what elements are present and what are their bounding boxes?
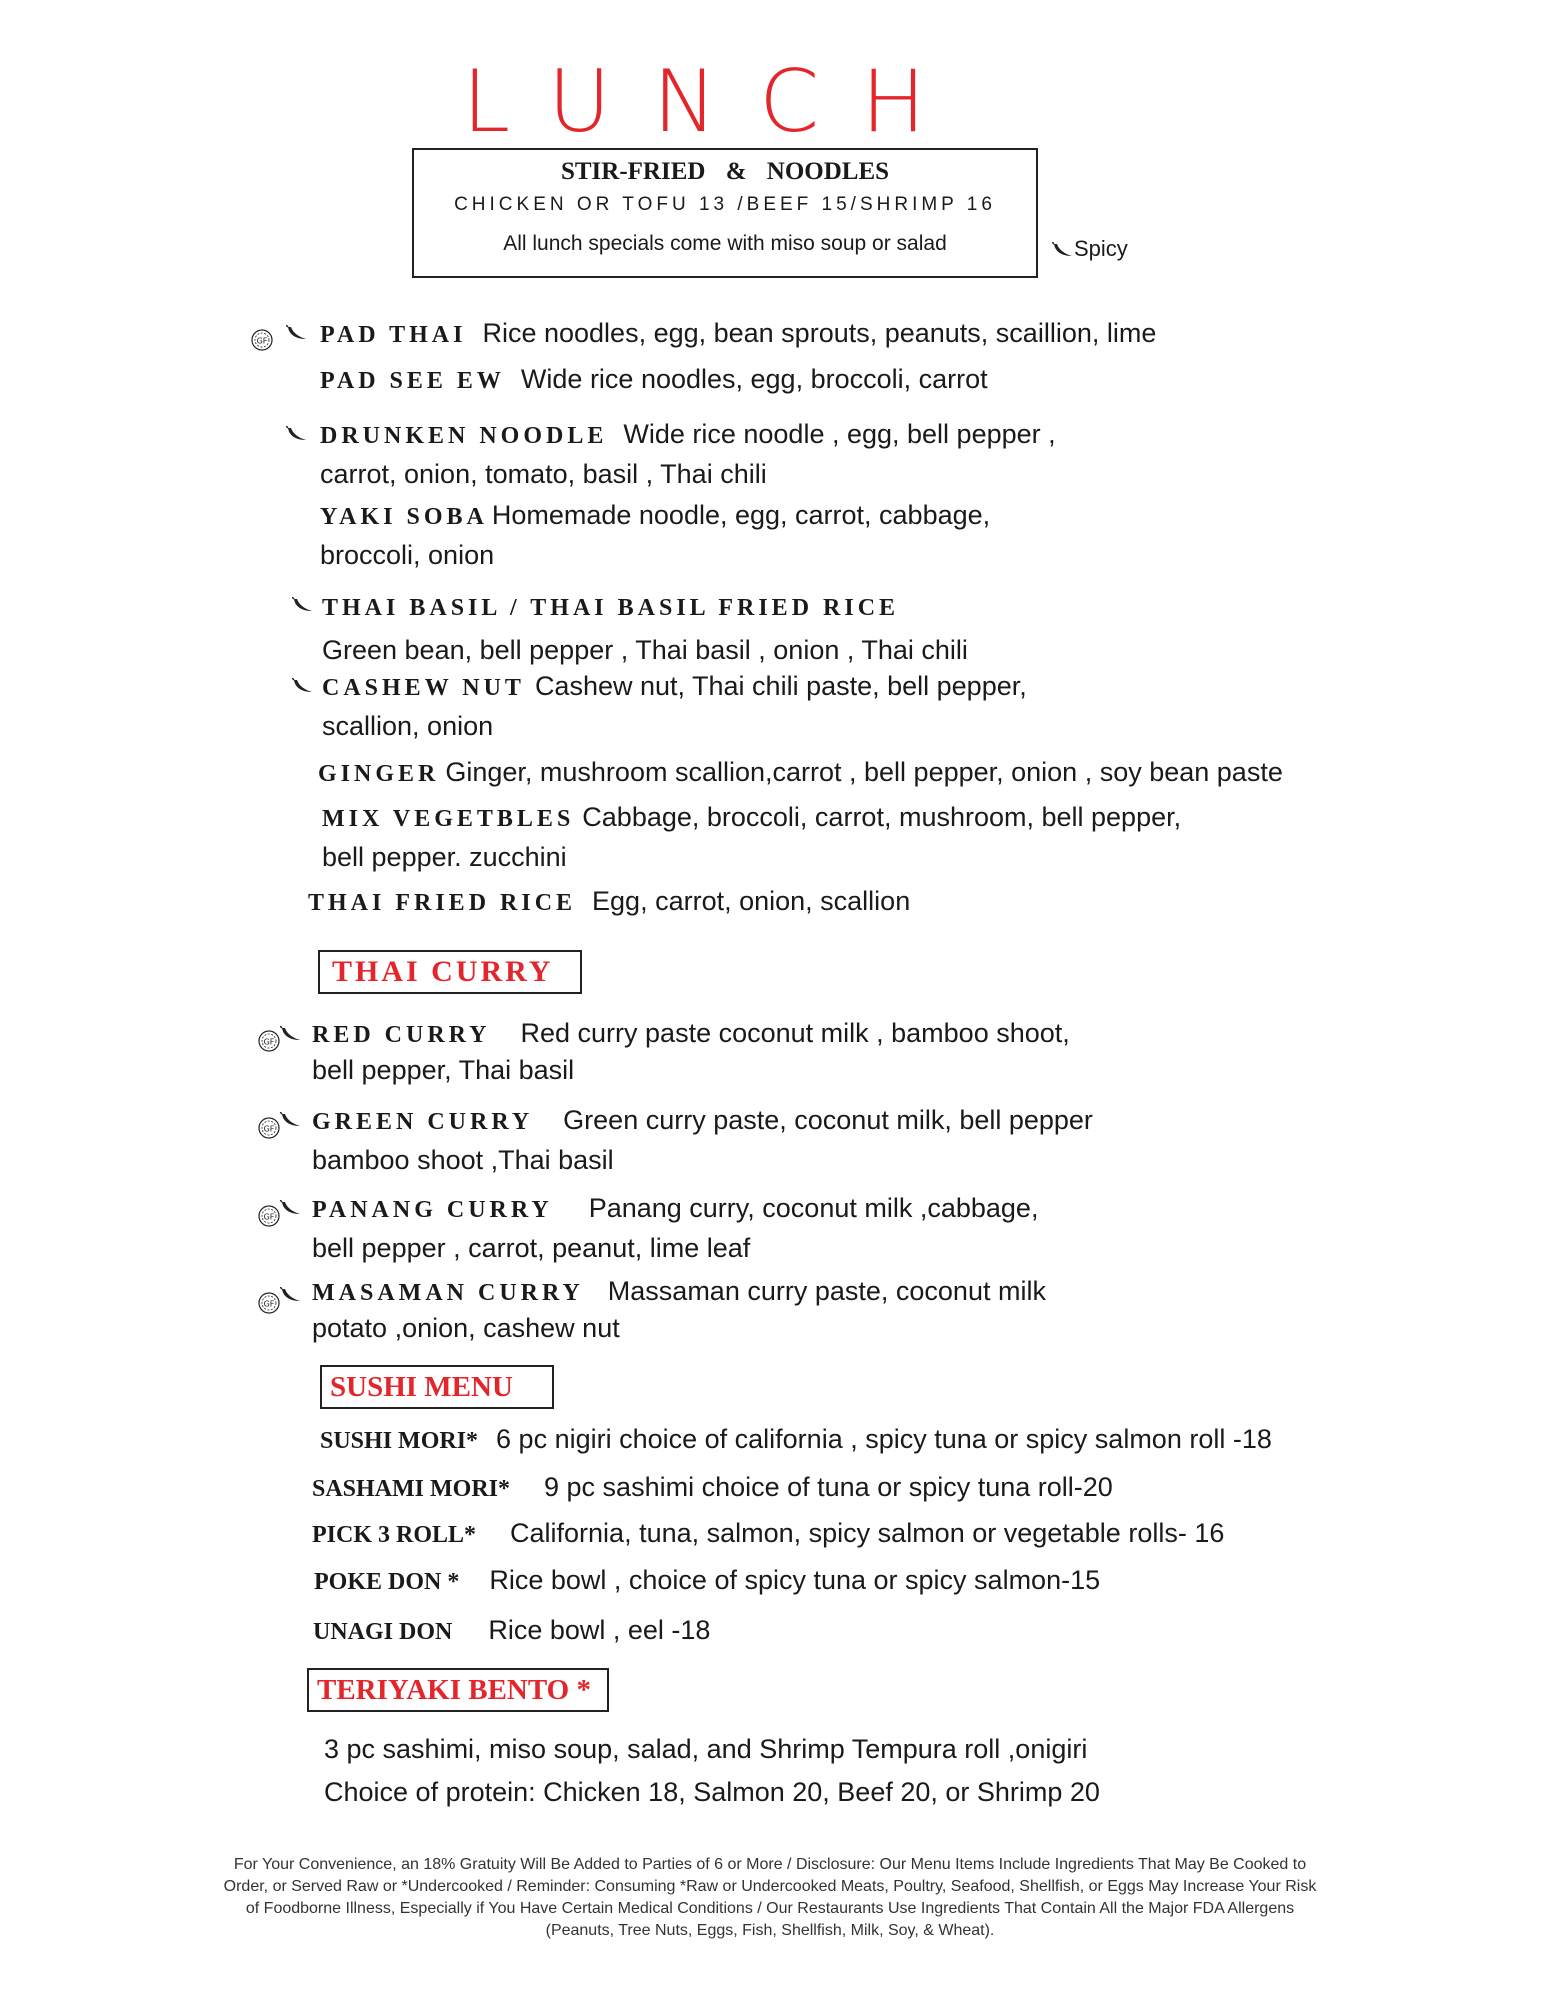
section-thai-curry: THAI CURRY xyxy=(318,950,582,994)
sushi-name: UNAGI DON xyxy=(313,1619,453,1645)
dish-ginger xyxy=(318,753,1283,793)
dish-drunken-noodle xyxy=(320,415,1056,493)
bento-line: Choice of protein: Chicken 18, Salmon 20, Beef 20, or Shrimp 20 xyxy=(324,1777,1100,1807)
chili-icon xyxy=(292,597,314,613)
dish-desc: Wide rice noodles, egg, broccoli, carrot xyxy=(520,364,988,394)
bento-line: 3 pc sashimi, miso soup, salad, and Shrimp Tempura roll ,onigiri xyxy=(324,1734,1088,1764)
section-teriyaki-bento: TERIYAKI BENTO * xyxy=(307,1668,609,1712)
page-title: LUNCH xyxy=(462,52,968,152)
dish-red-curry xyxy=(312,1016,1070,1088)
sushi-desc: 6 pc nigiri choice of california , spicy tuna or spicy salmon roll -18 xyxy=(496,1424,1272,1454)
dish-thai-fried-rice xyxy=(308,882,910,922)
dish-desc: Panang curry, coconut milk ,cabbage, xyxy=(588,1193,1039,1223)
sushi-name: SASHAMI MORI* xyxy=(312,1476,511,1502)
dish-desc-2: potato ,onion, cashew nut xyxy=(312,1313,620,1343)
chili-icon xyxy=(280,1287,302,1303)
sushi-item xyxy=(320,1424,1272,1455)
header-prices: CHICKEN OR TOFU 13 /BEEF 15/SHRIMP 16 xyxy=(454,194,996,215)
chili-icon xyxy=(280,1200,302,1216)
dish-name: RED CURRY xyxy=(312,1022,491,1048)
footer-line: (Peanuts, Tree Nuts, Eggs, Fish, Shellfish, Milk, Soy, & Wheat). xyxy=(545,1922,995,1939)
dish-desc-2: bell pepper, Thai basil xyxy=(312,1055,575,1085)
section-sushi-menu: SUSHI MENU xyxy=(320,1365,554,1409)
dish-desc: Wide rice noodle , egg, bell pepper , xyxy=(623,419,1056,449)
dish-desc: Green curry paste, coconut milk, bell pepper xyxy=(563,1105,1093,1135)
footer-line: For Your Convenience, an 18% Gratuity Will Be Added to Parties of 6 or More / Disclosure: Our Menu Items Include Ingredients That May Be Cooked to xyxy=(233,1856,1307,1873)
dish-desc-2: bamboo shoot ,Thai basil xyxy=(312,1145,614,1175)
dish-name: PANANG CURRY xyxy=(312,1197,553,1223)
chili-icon xyxy=(292,678,314,694)
dish-pad-see-ew xyxy=(320,360,988,400)
footer-line: Order, or Served Raw or *Undercooked / Reminder: Consuming *Raw or Undercooked Meats, Poultry, Seafood, Shellfish, or Eggs May Increase Your Risk xyxy=(223,1878,1317,1895)
sushi-item xyxy=(312,1472,1113,1503)
chili-icon xyxy=(280,1112,302,1128)
sushi-desc: Rice bowl , eel -18 xyxy=(488,1615,711,1645)
dish-desc-2: bell pepper. zucchini xyxy=(322,842,567,872)
dish-name: PAD THAI xyxy=(320,322,467,348)
header-note: All lunch specials come with miso soup or salad xyxy=(503,232,947,255)
dish-desc: Ginger, mushroom scallion,carrot , bell pepper, onion , soy bean paste xyxy=(445,757,1283,787)
dish-name: MASAMAN CURRY xyxy=(312,1280,584,1306)
gluten-free-icon xyxy=(258,1117,280,1139)
sushi-item xyxy=(314,1565,1100,1596)
dish-name: THAI FRIED RICE xyxy=(308,890,577,916)
dish-green-curry xyxy=(312,1101,1093,1179)
sushi-desc: 9 pc sashimi choice of tuna or spicy tuna roll-20 xyxy=(544,1472,1113,1502)
dish-desc: Cabbage, broccoli, carrot, mushroom, bell pepper, xyxy=(582,802,1182,832)
footer-line: of Foodborne Illness, Especially if You Have Certain Medical Conditions / Our Restaurants Use Ingredients That Contain All the Major FDA Allergens xyxy=(245,1900,1295,1917)
dish-desc: Red curry paste coconut milk , bamboo shoot, xyxy=(520,1018,1070,1048)
dish-desc-2: scallion, onion xyxy=(322,711,494,741)
dish-desc: Rice noodles, egg, bean sprouts, peanuts, scaillion, lime xyxy=(482,318,1157,348)
sushi-name: PICK 3 ROLL* xyxy=(312,1522,477,1548)
dish-panang-curry xyxy=(312,1189,1038,1267)
dish-name: THAI BASIL / THAI BASIL FRIED RICE xyxy=(322,595,900,621)
gluten-free-icon xyxy=(251,329,273,351)
dish-desc-2: carrot, onion, tomato, basil , Thai chili xyxy=(320,459,767,489)
dish-name: CASHEW NUT xyxy=(322,675,525,701)
sushi-item xyxy=(312,1518,1224,1549)
dish-desc: Cashew nut, Thai chili paste, bell pepper, xyxy=(534,671,1027,701)
chili-icon xyxy=(1052,242,1074,258)
sushi-desc: California, tuna, salmon, spicy salmon or vegetable rolls- 16 xyxy=(510,1518,1225,1548)
spicy-legend xyxy=(1052,236,1128,262)
dish-desc: Massaman curry paste, coconut milk xyxy=(607,1276,1046,1306)
sushi-name: POKE DON * xyxy=(314,1569,460,1595)
gluten-free-icon xyxy=(258,1030,280,1052)
header-heading: STIR-FRIED & NOODLES xyxy=(560,158,890,185)
dish-cashew-nut xyxy=(322,667,1027,745)
footer-disclaimer xyxy=(120,1854,1420,1942)
sushi-name: SUSHI MORI* xyxy=(320,1428,479,1454)
gluten-free-icon xyxy=(258,1292,280,1314)
chili-icon xyxy=(286,426,308,442)
dish-name: GINGER xyxy=(318,761,440,787)
dish-desc-2: broccoli, onion xyxy=(320,540,495,570)
dish-thai-basil xyxy=(322,585,968,671)
chili-icon xyxy=(286,325,308,341)
dish-desc-2: bell pepper , carrot, peanut, lime leaf xyxy=(312,1233,751,1263)
spicy-legend-label: Spicy xyxy=(1074,236,1128,261)
sushi-desc: Rice bowl , choice of spicy tuna or spicy salmon-15 xyxy=(489,1565,1101,1595)
sushi-item xyxy=(313,1615,710,1646)
dish-desc: Egg, carrot, onion, scallion xyxy=(592,886,911,916)
gluten-free-icon xyxy=(258,1205,280,1227)
dish-name: PAD SEE EW xyxy=(320,368,505,394)
dish-name: GREEN CURRY xyxy=(312,1109,534,1135)
dish-name: DRUNKEN NOODLE xyxy=(320,423,608,449)
dish-masaman-curry xyxy=(312,1274,1046,1346)
dish-pad-thai xyxy=(320,314,1156,354)
dish-name: YAKI SOBA xyxy=(320,504,488,530)
dish-desc: Homemade noodle, egg, carrot, cabbage, xyxy=(491,500,991,530)
dish-yaki-soba xyxy=(320,496,990,574)
dish-name: MIX VEGETBLES xyxy=(322,806,575,832)
dish-desc-2: Green bean, bell pepper , Thai basil , onion , Thai chili xyxy=(322,635,968,665)
header-box xyxy=(412,148,1038,278)
dish-mix-vegetables xyxy=(322,798,1181,876)
chili-icon xyxy=(280,1026,302,1042)
